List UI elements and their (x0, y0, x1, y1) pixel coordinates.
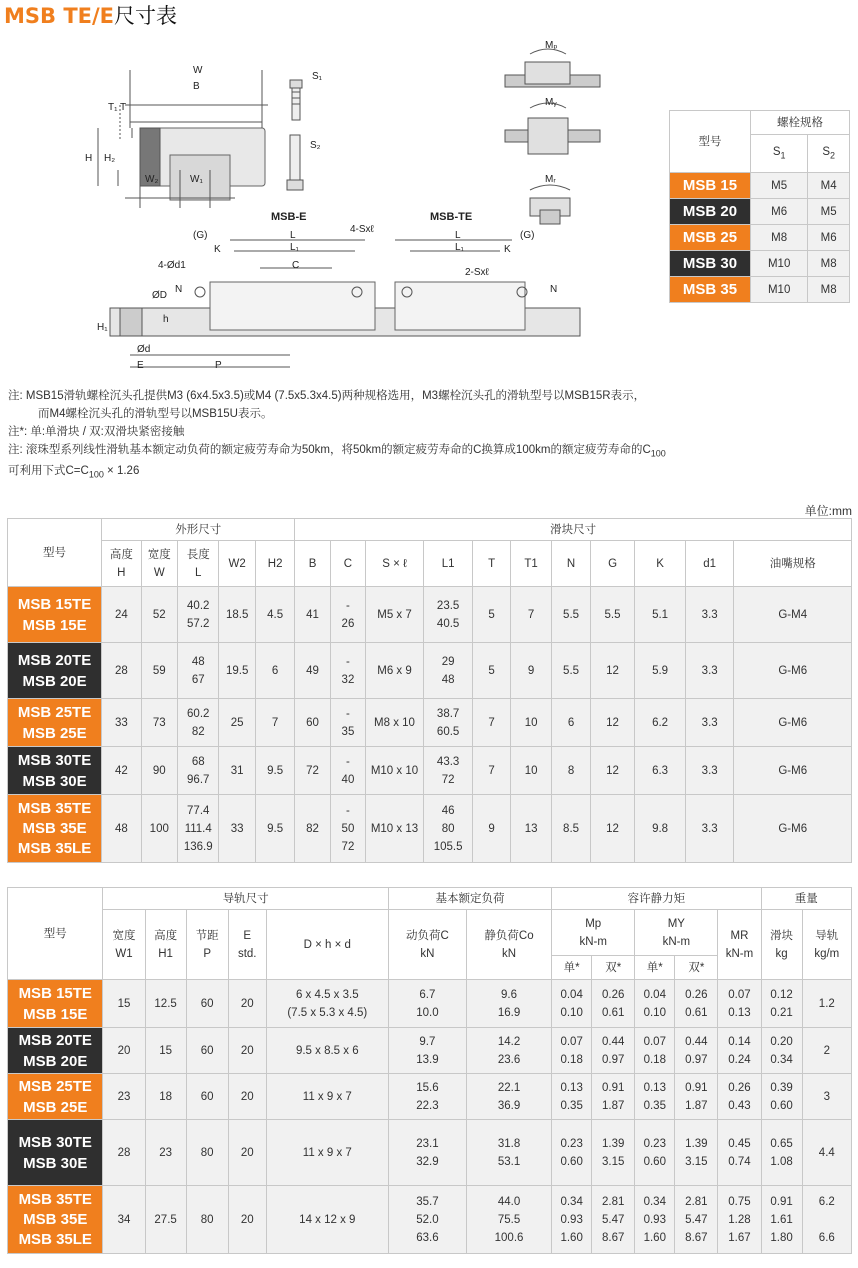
c-cell: 6.7 10.0 (388, 980, 466, 1028)
h2-cell: 9.5 (255, 747, 294, 795)
mp-double-cell: 0.44 0.97 (592, 1028, 635, 1074)
table-row (8, 1120, 852, 1186)
l-cell: 48 67 (177, 643, 218, 699)
svg-text:L: L (290, 230, 296, 241)
t1-cell: 10 (510, 699, 551, 747)
table-row (8, 587, 852, 643)
header-col-2: 長度 L (177, 541, 218, 587)
rail-weight-cell: 3 (802, 1074, 851, 1120)
rail-weight-cell: 6.2 6.6 (802, 1186, 851, 1254)
b-cell: 41 (295, 587, 330, 643)
header-load: 基本额定负荷 (388, 888, 551, 910)
header-mp-double: 双* (592, 956, 635, 980)
block-weight-cell: 0.91 1.61 1.80 (761, 1186, 802, 1254)
svg-text:L₁: L₁ (290, 242, 299, 253)
p-cell: 80 (186, 1120, 228, 1186)
svg-text:W₁: W₁ (190, 174, 203, 185)
s-cell: M10 x 10 (366, 747, 424, 795)
p-cell: 60 (186, 980, 228, 1028)
svg-text:T₁: T₁ (108, 102, 118, 113)
block-weight-cell: 0.39 0.60 (761, 1074, 802, 1120)
mr-cell: 0.75 1.28 1.67 (718, 1186, 761, 1254)
svg-text:H: H (85, 153, 93, 164)
k-cell: 5.1 (635, 587, 686, 643)
l1-cell: 43.3 72 (423, 747, 473, 795)
d1-cell: 3.3 (685, 747, 734, 795)
n-cell: 5.5 (552, 587, 590, 643)
d1-cell: 3.3 (685, 587, 734, 643)
d1-cell: 3.3 (685, 643, 734, 699)
c0-cell: 14.2 23.6 (466, 1028, 551, 1074)
block-weight-cell: 0.20 0.34 (761, 1028, 802, 1074)
my-double-cell: 0.44 0.97 (675, 1028, 718, 1074)
header-weight: 重量 (761, 888, 851, 910)
mp-single-cell: 0.07 0.18 (552, 1028, 592, 1074)
svg-text:ØD: ØD (152, 290, 167, 301)
svg-text:S₁: S₁ (312, 71, 323, 82)
my-single-cell: 0.07 0.18 (635, 1028, 675, 1074)
mr-cell: 0.07 0.13 (718, 980, 761, 1028)
dimensions-table (7, 518, 852, 863)
header-c0: 静负荷Co kN (466, 910, 551, 980)
svg-text:H₁: H₁ (97, 322, 108, 333)
model-cell: MSB 15 (670, 173, 751, 199)
s-cell: M8 x 10 (366, 699, 424, 747)
l-cell: 68 96.7 (177, 747, 218, 795)
svg-text:MSB-E: MSB-E (271, 211, 307, 223)
b-cell: 82 (295, 795, 330, 863)
w-cell: 52 (141, 587, 177, 643)
table-row (670, 173, 850, 199)
w2-cell: 18.5 (219, 587, 255, 643)
block-weight-cell: 0.65 1.08 (761, 1120, 802, 1186)
b-cell: 49 (295, 643, 330, 699)
h-cell: 48 (102, 795, 141, 863)
t1-cell: 7 (510, 587, 551, 643)
table-row (670, 251, 850, 277)
t-cell: 5 (473, 587, 510, 643)
t1-cell: 9 (510, 643, 551, 699)
l1-cell: 23.5 40.5 (423, 587, 473, 643)
g-cell: 12 (590, 699, 635, 747)
svg-text:C: C (292, 260, 300, 271)
l-cell: 40.2 57.2 (177, 587, 218, 643)
l1-cell: 46 80 105.5 (423, 795, 473, 863)
mp-single-cell: 0.23 0.60 (552, 1120, 592, 1186)
mp-double-cell: 2.81 5.47 8.67 (592, 1186, 635, 1254)
l1-cell: 38.7 60.5 (423, 699, 473, 747)
model-cell: MSB 25TE MSB 25E (8, 699, 102, 747)
model-cell: MSB 30TE MSB 30E (8, 1120, 103, 1186)
c-cell: 23.1 32.9 (388, 1120, 466, 1186)
header-c: 动负荷C kN (388, 910, 466, 980)
note-1: 注: MSB15滑轨螺栓沉头孔提供M3 (6x4.5x3.5)或M4 (7.5x5.3x4.5)两种规格选用，M3螺栓沉头孔的滑轨型号以MSB15R表示， (8, 390, 646, 402)
dhd-cell: 9.5 x 8.5 x 6 (266, 1028, 388, 1074)
note-4: 注: 滚珠型系列线性滑轨基本额定动负荷的额定疲劳寿命为50km，将50km的额定疲劳寿命的C换算成100km的额定疲劳寿命的$C_{100}$ (8, 444, 666, 459)
p-cell: 60 (186, 1074, 228, 1120)
dimension-drawing (0, 30, 660, 385)
header-rail-weight: 导轨 kg/m (802, 910, 851, 980)
header-bolt-spec: 螺栓规格 (751, 111, 850, 135)
model-cell: MSB 20TE MSB 20E (8, 1028, 103, 1074)
my-single-cell: 0.34 0.93 1.60 (635, 1186, 675, 1254)
s2-cell: M6 (808, 225, 850, 251)
h1-cell: 15 (145, 1028, 186, 1074)
s1-cell: M6 (751, 199, 808, 225)
model-cell: MSB 30 (670, 251, 751, 277)
s2-cell: M8 (808, 277, 850, 303)
d1-cell: 3.3 (685, 699, 734, 747)
s2-cell: M8 (808, 251, 850, 277)
table-row (8, 699, 852, 747)
model-cell: MSB 25 (670, 225, 751, 251)
table-row (8, 795, 852, 863)
h-cell: 42 (102, 747, 141, 795)
header-w1: 宽度 W1 (103, 910, 145, 980)
header-moment: 容许静力矩 (552, 888, 761, 910)
oil-cell: G-M6 (734, 747, 852, 795)
w-cell: 59 (141, 643, 177, 699)
c-cell: - 50 72 (330, 795, 365, 863)
header-mp: Mp kN-m (552, 910, 635, 956)
c0-cell: 31.8 53.1 (466, 1120, 551, 1186)
header-col-13: K (635, 541, 686, 587)
dhd-cell: 6 x 4.5 x 3.5 (7.5 x 5.3 x 4.5) (266, 980, 388, 1028)
table-row (8, 1028, 852, 1074)
svg-text:2-Sxℓ: 2-Sxℓ (465, 267, 489, 278)
d1-cell: 3.3 (685, 795, 734, 863)
header-col-1: 宽度 W (141, 541, 177, 587)
w-cell: 100 (141, 795, 177, 863)
unit-label: 单位:mm (804, 504, 852, 518)
p-cell: 60 (186, 1028, 228, 1074)
c-cell: - 35 (330, 699, 365, 747)
header-model: 型号 (8, 888, 103, 980)
cross-section-view (98, 70, 268, 208)
header-col-15: 油嘴规格 (734, 541, 852, 587)
s2-cell: M5 (808, 199, 850, 225)
header-col-9: T (473, 541, 510, 587)
header-col-11: N (552, 541, 590, 587)
model-cell: MSB 15TE MSB 15E (8, 587, 102, 643)
header-block-weight: 滑块 kg (761, 910, 802, 980)
e-cell: 20 (228, 1028, 266, 1074)
mp-double-cell: 0.91 1.87 (592, 1074, 635, 1120)
header-my-single: 单* (635, 956, 675, 980)
page-title: MSB TE/E尺寸表 (4, 4, 178, 28)
k-cell: 9.8 (635, 795, 686, 863)
e-cell: 20 (228, 980, 266, 1028)
svg-text:S₂: S₂ (310, 140, 321, 151)
svg-text:B: B (193, 81, 200, 92)
e-cell: 20 (228, 1186, 266, 1254)
s1-cell: M8 (751, 225, 808, 251)
w1-cell: 15 (103, 980, 145, 1028)
my-double-cell: 0.26 0.61 (675, 980, 718, 1028)
w2-cell: 31 (219, 747, 255, 795)
h1-cell: 18 (145, 1074, 186, 1120)
k-cell: 6.2 (635, 699, 686, 747)
h2-cell: 6 (255, 643, 294, 699)
b-cell: 60 (295, 699, 330, 747)
note-3: 注*: 单:单滑块 / 双:双滑块紧密接触 (8, 426, 185, 438)
block-weight-cell: 0.12 0.21 (761, 980, 802, 1028)
mp-single-cell: 0.13 0.35 (552, 1074, 592, 1120)
moment-my-view (505, 103, 600, 154)
svg-text:Mᵧ: Mᵧ (545, 97, 557, 108)
n-cell: 6 (552, 699, 590, 747)
rail-weight-cell: 1.2 (802, 980, 851, 1028)
screw-s1-view (290, 80, 302, 120)
l1-cell: 29 48 (423, 643, 473, 699)
header-s1: $S_1$ (751, 135, 808, 173)
n-cell: 8 (552, 747, 590, 795)
t-cell: 5 (473, 643, 510, 699)
my-double-cell: 1.39 3.15 (675, 1120, 718, 1186)
header-s2: $S_2$ (808, 135, 850, 173)
svg-text:T: T (120, 102, 127, 113)
svg-text:(G): (G) (520, 230, 535, 241)
header-col-0: 高度 H (102, 541, 141, 587)
h1-cell: 12.5 (145, 980, 186, 1028)
s2-cell: M4 (808, 173, 850, 199)
svg-text:4-Sxℓ: 4-Sxℓ (350, 224, 374, 235)
oil-cell: G-M4 (734, 587, 852, 643)
model-cell: MSB 20TE MSB 20E (8, 643, 102, 699)
t-cell: 9 (473, 795, 510, 863)
table-row (670, 225, 850, 251)
header-mr: MR kN-m (718, 910, 761, 980)
bolt-spec-table (669, 110, 850, 303)
oil-cell: G-M6 (734, 795, 852, 863)
c-cell: - 32 (330, 643, 365, 699)
t1-cell: 13 (510, 795, 551, 863)
s1-cell: M10 (751, 251, 808, 277)
header-model: 型号 (8, 519, 102, 587)
g-cell: 5.5 (590, 587, 635, 643)
w-cell: 73 (141, 699, 177, 747)
s-cell: M5 x 7 (366, 587, 424, 643)
header-rail: 导轨尺寸 (103, 888, 388, 910)
table-row (670, 199, 850, 225)
oil-cell: G-M6 (734, 643, 852, 699)
h-cell: 24 (102, 587, 141, 643)
rail-load-table (7, 887, 852, 1254)
model-cell: MSB 35TE MSB 35E MSB 35LE (8, 1186, 103, 1254)
svg-text:W₂: W₂ (145, 174, 159, 185)
h1-cell: 27.5 (145, 1186, 186, 1254)
svg-text:W: W (193, 65, 203, 76)
t-cell: 7 (473, 699, 510, 747)
screw-s2-view (287, 135, 303, 190)
svg-text:MSB-TE: MSB-TE (430, 211, 473, 223)
e-cell: 20 (228, 1120, 266, 1186)
mp-double-cell: 0.26 0.61 (592, 980, 635, 1028)
c-cell: 9.7 13.9 (388, 1028, 466, 1074)
model-cell: MSB 25TE MSB 25E (8, 1074, 103, 1120)
header-h1: 高度 H1 (145, 910, 186, 980)
header-col-6: C (330, 541, 365, 587)
c0-cell: 9.6 16.9 (466, 980, 551, 1028)
h2-cell: 7 (255, 699, 294, 747)
g-cell: 12 (590, 643, 635, 699)
svg-text:4-Ød1: 4-Ød1 (158, 260, 186, 271)
p-cell: 80 (186, 1186, 228, 1254)
header-my-double: 双* (675, 956, 718, 980)
dhd-cell: 14 x 12 x 9 (266, 1186, 388, 1254)
n-cell: 5.5 (552, 643, 590, 699)
svg-text:L: L (455, 230, 461, 241)
model-cell: MSB 35TE MSB 35E MSB 35LE (8, 795, 102, 863)
notes-section (8, 387, 853, 484)
w-cell: 90 (141, 747, 177, 795)
rail-weight-cell: 2 (802, 1028, 851, 1074)
mr-cell: 0.45 0.74 (718, 1120, 761, 1186)
my-single-cell: 0.04 0.10 (635, 980, 675, 1028)
svg-text:E: E (137, 360, 144, 371)
w1-cell: 20 (103, 1028, 145, 1074)
header-model: 型号 (670, 111, 751, 173)
moment-mr-view (530, 185, 570, 224)
svg-text:Mᵣ: Mᵣ (545, 174, 556, 185)
b-cell: 72 (295, 747, 330, 795)
c0-cell: 44.0 75.5 100.6 (466, 1186, 551, 1254)
w2-cell: 25 (219, 699, 255, 747)
mr-cell: 0.26 0.43 (718, 1074, 761, 1120)
w2-cell: 33 (219, 795, 255, 863)
h2-cell: 9.5 (255, 795, 294, 863)
svg-text:P: P (215, 360, 222, 371)
g-cell: 12 (590, 747, 635, 795)
moment-mp-view (505, 49, 600, 87)
table-row (8, 1186, 852, 1254)
table-row (8, 643, 852, 699)
w1-cell: 34 (103, 1186, 145, 1254)
model-cell: MSB 30TE MSB 30E (8, 747, 102, 795)
table-row (8, 747, 852, 795)
header-col-14: d1 (685, 541, 734, 587)
header-my: MY kN-m (635, 910, 718, 956)
l-cell: 60.2 82 (177, 699, 218, 747)
c-cell: - 26 (330, 587, 365, 643)
header-col-5: B (295, 541, 330, 587)
svg-text:Ød: Ød (137, 344, 151, 355)
header-col-8: L1 (423, 541, 473, 587)
rail-weight-cell: 4.4 (802, 1120, 851, 1186)
table-row (670, 277, 850, 303)
svg-text:K: K (504, 244, 511, 255)
t-cell: 7 (473, 747, 510, 795)
mp-single-cell: 0.34 0.93 1.60 (552, 1186, 592, 1254)
model-cell: MSB 15TE MSB 15E (8, 980, 103, 1028)
note-2: 而M4螺栓沉头孔的滑轨型号以MSB15U表示。 (38, 408, 273, 420)
dhd-cell: 11 x 9 x 7 (266, 1074, 388, 1120)
my-double-cell: 2.81 5.47 8.67 (675, 1186, 718, 1254)
header-col-3: W2 (219, 541, 255, 587)
table-row (8, 980, 852, 1028)
e-cell: 20 (228, 1074, 266, 1120)
mp-double-cell: 1.39 3.15 (592, 1120, 635, 1186)
s1-cell: M10 (751, 277, 808, 303)
h-cell: 33 (102, 699, 141, 747)
svg-text:(G): (G) (193, 230, 208, 241)
s-cell: M6 x 9 (366, 643, 424, 699)
svg-text:Mₚ: Mₚ (545, 40, 558, 51)
note-5: 可利用下式$C=C_{100} \times 1.26$ (8, 465, 140, 480)
header-col-12: G (590, 541, 635, 587)
h1-cell: 23 (145, 1120, 186, 1186)
svg-text:K: K (214, 244, 221, 255)
l-cell: 77.4 111.4 136.9 (177, 795, 218, 863)
model-cell: MSB 20 (670, 199, 751, 225)
g-cell: 12 (590, 795, 635, 863)
header-col-7: S × ℓ (366, 541, 424, 587)
h-cell: 28 (102, 643, 141, 699)
k-cell: 5.9 (635, 643, 686, 699)
header-col-4: H2 (255, 541, 294, 587)
table-row (8, 1074, 852, 1120)
dhd-cell: 11 x 9 x 7 (266, 1120, 388, 1186)
t1-cell: 10 (510, 747, 551, 795)
svg-text:N: N (550, 284, 558, 295)
w2-cell: 19.5 (219, 643, 255, 699)
svg-text:h: h (163, 314, 169, 325)
c-cell: - 40 (330, 747, 365, 795)
my-double-cell: 0.91 1.87 (675, 1074, 718, 1120)
my-single-cell: 0.13 0.35 (635, 1074, 675, 1120)
mr-cell: 0.14 0.24 (718, 1028, 761, 1074)
my-single-cell: 0.23 0.60 (635, 1120, 675, 1186)
header-p: 节距 P (186, 910, 228, 980)
n-cell: 8.5 (552, 795, 590, 863)
c-cell: 15.6 22.3 (388, 1074, 466, 1120)
svg-text:L₁: L₁ (455, 242, 464, 253)
s-cell: M10 x 13 (366, 795, 424, 863)
header-mp-single: 单* (552, 956, 592, 980)
header-col-10: T1 (510, 541, 551, 587)
header-block: 滑块尺寸 (295, 519, 852, 541)
svg-text:H₂: H₂ (104, 153, 116, 164)
c-cell: 35.7 52.0 63.6 (388, 1186, 466, 1254)
k-cell: 6.3 (635, 747, 686, 795)
svg-text:N: N (175, 284, 183, 295)
s1-cell: M5 (751, 173, 808, 199)
header-dhd: D × h × d (266, 910, 388, 980)
header-outer: 外形尺寸 (102, 519, 295, 541)
h2-cell: 4.5 (255, 587, 294, 643)
header-e: E std. (228, 910, 266, 980)
mp-single-cell: 0.04 0.10 (552, 980, 592, 1028)
c0-cell: 22.1 36.9 (466, 1074, 551, 1120)
w1-cell: 23 (103, 1074, 145, 1120)
w1-cell: 28 (103, 1120, 145, 1186)
oil-cell: G-M6 (734, 699, 852, 747)
model-cell: MSB 35 (670, 277, 751, 303)
